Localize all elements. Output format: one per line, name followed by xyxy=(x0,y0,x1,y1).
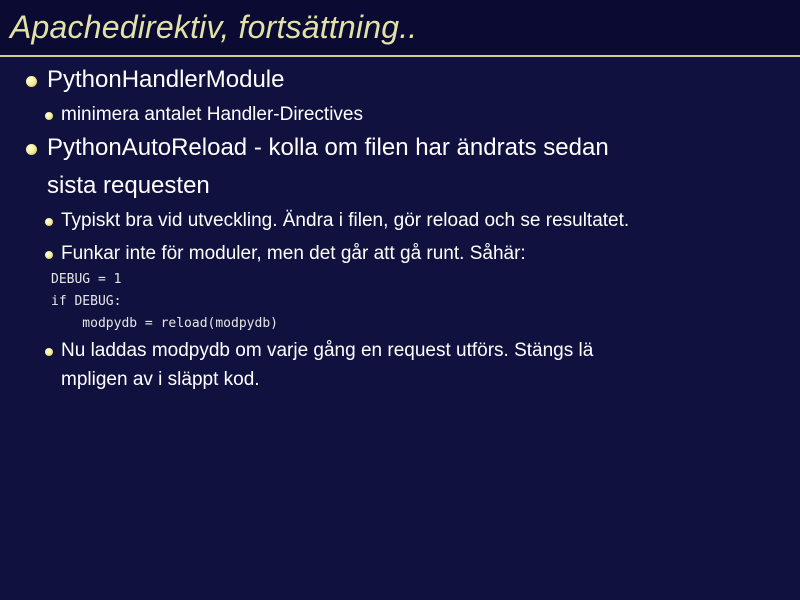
sub-item-2-2: Funkar inte för moduler, men det går att gå runt. Såhär: xyxy=(61,243,526,264)
title-underline xyxy=(0,55,800,57)
bullet-item-2-line1: PythonAutoReload - kolla om filen har ändrats sedan xyxy=(47,134,609,161)
slide-title: Apachedirektiv, fortsättning.. xyxy=(10,9,418,45)
title-bar xyxy=(0,0,800,56)
bullet-item-1: PythonHandlerModule xyxy=(47,66,285,93)
sub-bullet-icon xyxy=(45,348,53,356)
code-line-3: modpydb = reload(modpydb) xyxy=(51,316,278,331)
code-line-1: DEBUG = 1 xyxy=(51,272,122,287)
code-line-2: if DEBUG: xyxy=(51,294,122,309)
bullet-icon xyxy=(26,76,37,87)
sub-bullet-icon xyxy=(45,218,53,226)
sub-item-2-1: Typiskt bra vid utveckling. Ändra i filen, gör reload och se resultatet. xyxy=(61,210,630,231)
sub-bullet-icon xyxy=(45,112,53,120)
bullet-icon xyxy=(26,144,37,155)
sub-item-1-1: minimera antalet Handler-Directives xyxy=(61,104,363,125)
sub-bullet-icon xyxy=(45,251,53,259)
sub-item-2-3-line2: mpligen av i släppt kod. xyxy=(61,369,260,390)
bullet-item-2-line2: sista requesten xyxy=(47,172,210,199)
sub-item-2-3-line1: Nu laddas modpydb om varje gång en request utförs. Stängs lä xyxy=(61,340,594,361)
